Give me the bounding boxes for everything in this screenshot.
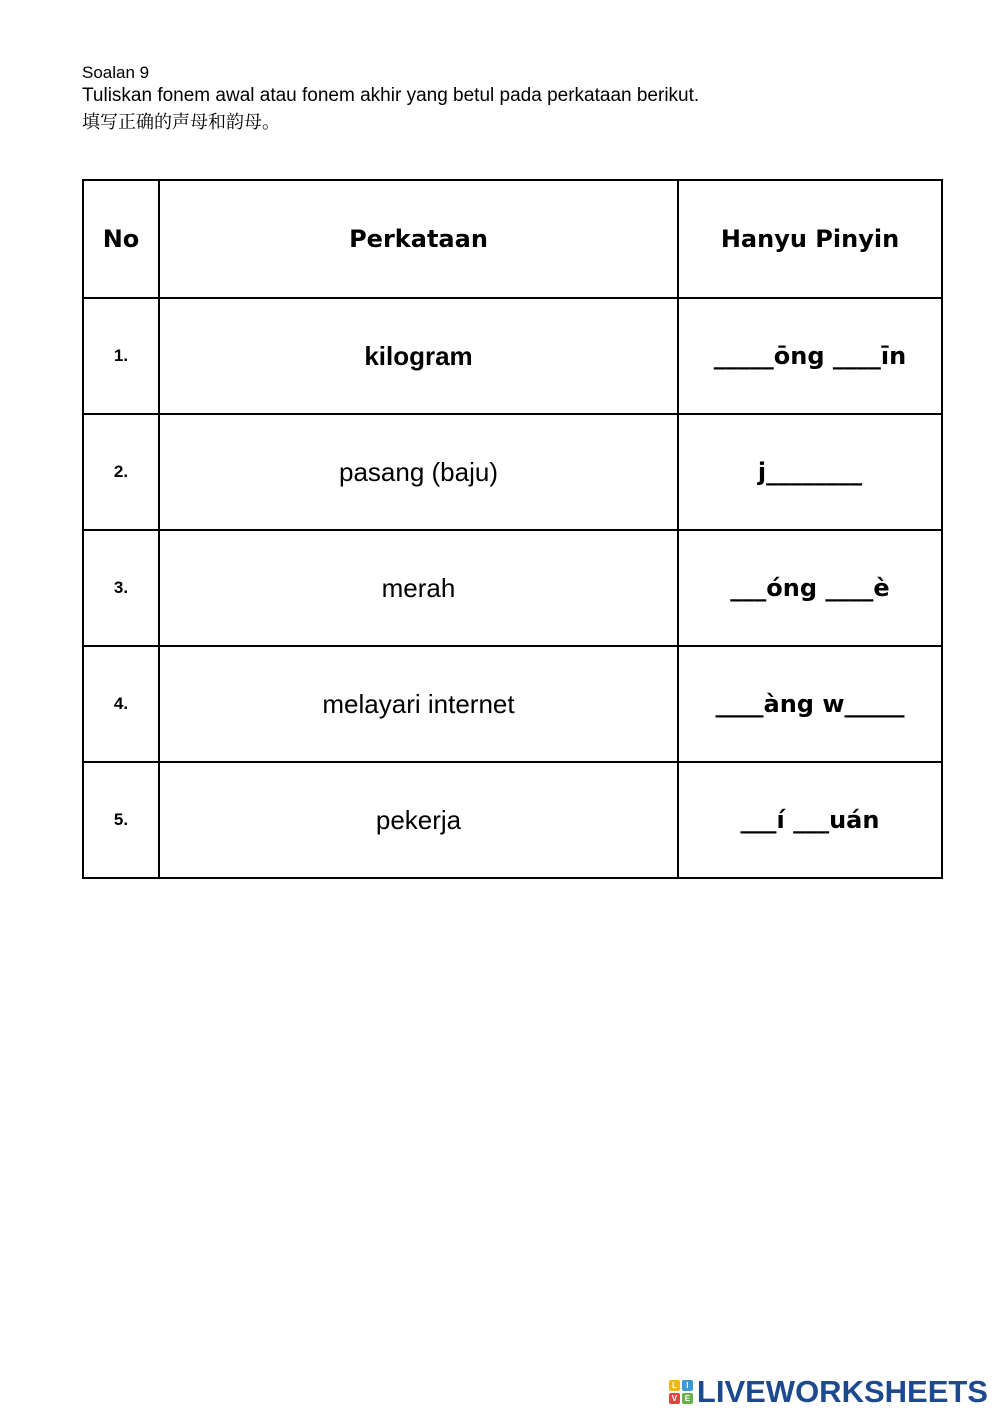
logo-grid-icon (669, 1380, 693, 1404)
question-title: Soalan 9 (82, 63, 150, 82)
row-number: 2. (83, 414, 159, 530)
row-word: melayari internet (159, 646, 678, 762)
logo-text: LIVEWORKSHEETS (696, 1374, 988, 1409)
pinyin-answer-field[interactable]: ___óng ____è (678, 530, 942, 646)
row-word: kilogram (159, 298, 678, 414)
table-row (83, 646, 942, 762)
table-header-row (83, 180, 942, 298)
logo-tile: V (669, 1393, 680, 1404)
logo-tile: I (682, 1380, 693, 1391)
instruction-malay: Tuliskan fonem awal atau fonem akhir yang betul pada perkataan berikut. (82, 85, 700, 106)
table-row (83, 414, 942, 530)
instruction-chinese: 填写正确的声母和韵母。 (82, 112, 280, 133)
logo-tile: E (682, 1393, 693, 1404)
table-row (83, 762, 942, 878)
logo-tile: L (669, 1380, 680, 1391)
row-number: 4. (83, 646, 159, 762)
pinyin-answer-field[interactable]: ___í ___uán (678, 762, 942, 878)
row-word: merah (159, 530, 678, 646)
header-pinyin: Hanyu Pinyin (678, 180, 942, 298)
row-word: pekerja (159, 762, 678, 878)
row-number: 5. (83, 762, 159, 878)
liveworksheets-logo (669, 1374, 988, 1410)
pinyin-answer-field[interactable]: j________ (678, 414, 942, 530)
pinyin-answer-field[interactable]: _____ōng ____īn (678, 298, 942, 414)
row-number: 3. (83, 530, 159, 646)
worksheet-table (82, 179, 943, 879)
table-row (83, 298, 942, 414)
question-header (82, 62, 699, 138)
row-number: 1. (83, 298, 159, 414)
pinyin-answer-field[interactable]: ____àng w_____ (678, 646, 942, 762)
table-row (83, 530, 942, 646)
row-word: pasang (baju) (159, 414, 678, 530)
header-word: Perkataan (159, 180, 678, 298)
header-no: No (83, 180, 159, 298)
